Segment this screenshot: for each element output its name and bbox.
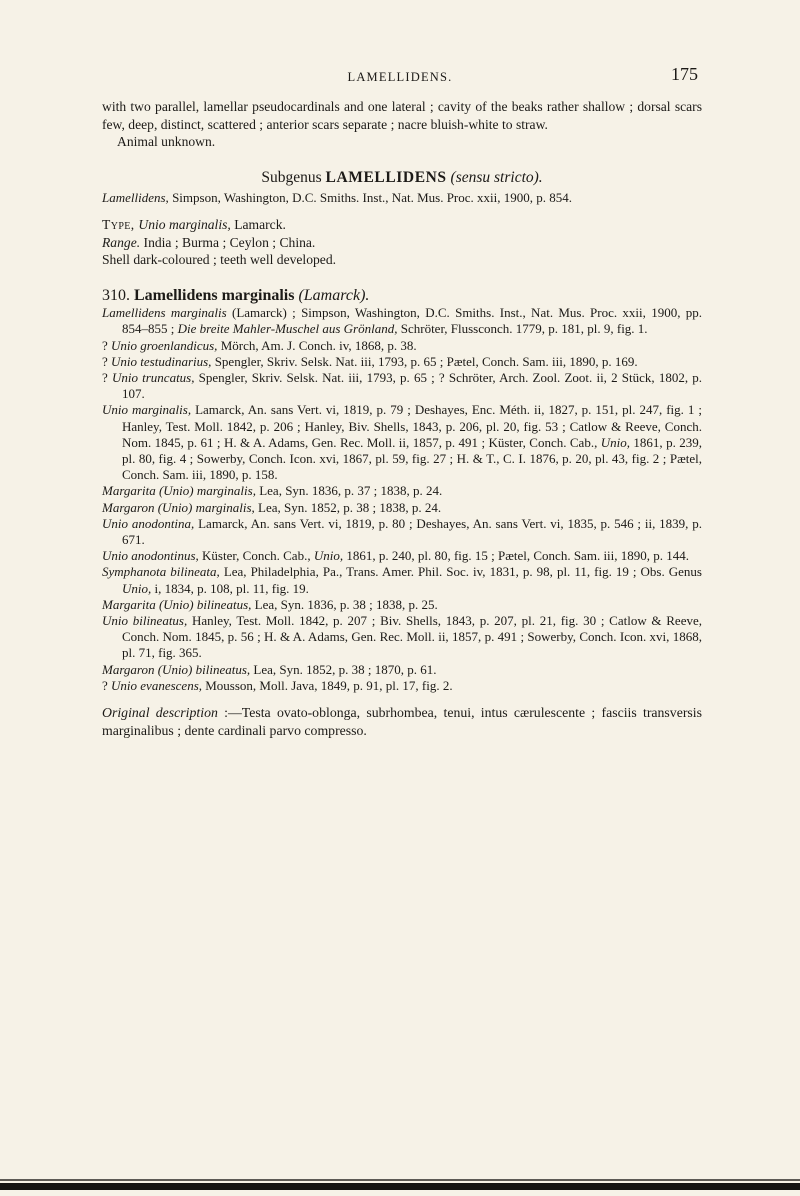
type-line <box>102 216 702 234</box>
synonym-citation: (Lamarck) ; Simpson, Washington, D.C. Smiths. Inst., Nat. Mus. Proc. xxii, 1900, pp. 854–855 ; <box>122 305 702 337</box>
bottom-rule-thin <box>0 1179 800 1181</box>
synonym-name: Unio truncatus, <box>111 370 195 386</box>
synonym-citation: Hanley, Test. Moll. 1842, p. 207 ; Biv. Shells, 1843, p. 207, pl. 21, fig. 30 ; Catlow & Reeve, Conch. Nom. 1845, p. 56 ; H. & A. Adams, Gen. Rec. Moll. ii, 1857, p. 491 ; Sowerby, Conch. Icon. xvi, 1868, pl. 71, fig. 365. <box>122 613 702 661</box>
synonym-name: Unio marginalis, <box>102 402 192 418</box>
synonymy-entry <box>102 500 702 516</box>
original-label: Original description <box>102 705 218 721</box>
synonym-citation: ? <box>102 337 112 353</box>
synonym-name: Unio evanescens, <box>111 677 202 693</box>
range-text: India ; Burma ; Ceylon ; China. <box>140 234 316 250</box>
synonymy-entry <box>102 516 702 548</box>
synonym-citation: ? <box>102 677 112 693</box>
synonymy-entry <box>102 662 702 678</box>
original-text: :—Testa ovato-oblonga, subrhombea, tenui, intus cærulescente ; fasciis transversis marginalibus ; dente cardinali parvo compresso. <box>102 705 702 738</box>
species-name: Lamellidens marginalis <box>134 286 295 304</box>
synonymy-entry <box>102 483 702 499</box>
bottom-rule <box>0 1183 800 1190</box>
page-number: 175 <box>671 64 698 84</box>
synonym-citation: Lea, Philadelphia, Pa., Trans. Amer. Phil. Soc. iv, 1831, p. 98, pl. 11, fig. 19 ; Obs. Genus <box>219 564 702 580</box>
synonymy-entry <box>102 402 702 483</box>
synonym-citation: Lea, Syn. 1852, p. 38 ; 1838, p. 24. <box>254 499 442 515</box>
species-author: (Lamarck). <box>298 286 370 304</box>
subgenus-reference <box>102 190 702 206</box>
synonym-name: Unio, <box>313 548 344 564</box>
type-name: Unio marginalis, <box>138 217 231 233</box>
synonymy-entry <box>102 305 702 337</box>
synonym-name: Unio, <box>600 434 630 450</box>
shell-note: Shell dark-coloured ; teeth well developed. <box>102 252 337 268</box>
synonym-citation: 1861, p. 239, pl. 80, fig. 4 ; Sowerby, Conch. Icon. xvi, 1867, pl. 59, fig. 27 ; H. & T., C. I. 1876, p. 20, pl. 43, fig. 2 ; Pætel, Conch. Sam. iii, 1890, p. 158. <box>122 434 703 483</box>
subgenus-heading <box>102 169 702 187</box>
synonym-citation: Lamarck, An. sans Vert. vi, 1819, p. 80 ; Deshayes, An. sans Vert. vi, 1835, p. 546 ; ii, 1839, p. 671. <box>122 515 702 548</box>
subgenus-ref-text: Simpson, Washington, D.C. Smiths. Inst., Nat. Mus. Proc. xxii, 1900, p. 854. <box>168 190 572 205</box>
synonym-name: Unio bilineatus, <box>102 613 188 629</box>
synonym-citation: Lamarck, An. sans Vert. vi, 1819, p. 79 ; Deshayes, Enc. Méth. ii, 1827, p. 151, pl. 247, fig. 1 ; Hanley, Test. Moll. 1842, p. 206 ; Hanley, Biv. Shells, 1843, p. 206, pl. 20, fig. 53 ; Catlow & Reeve, Conch. Nom. 1845, p. 61 ; H. & A. Adams, Gen. Rec. Moll. ii, 1857, p. 491 ; Küster, Conch. Cab., <box>122 402 702 450</box>
synonym-citation: Lea, Syn. 1836, p. 38 ; 1838, p. 25. <box>251 596 438 612</box>
synonym-name: Lamellidens marginalis <box>102 305 227 321</box>
synonym-citation: ? <box>102 370 112 386</box>
synonym-citation: Lea, Syn. 1836, p. 37 ; 1838, p. 24. <box>255 483 443 499</box>
species-number: 310. <box>102 286 130 304</box>
synonymy-list <box>102 305 703 694</box>
synonymy-entry <box>102 597 702 613</box>
running-header <box>0 64 800 86</box>
synonym-name: Margaron (Unio) marginalis, <box>102 499 255 515</box>
synonymy-entry <box>102 338 702 354</box>
intro-paragraph: with two parallel, lamellar pseudocardinals and one lateral ; cavity of the beaks rather shallow ; dorsal scars few, deep, distinct, scattered ; anterior scars separate ; nacre bluish-white to straw. <box>102 99 702 132</box>
subgenus-prefix: Subgenus <box>261 168 326 186</box>
synonym-citation: Spengler, Skriv. Selsk. Nat. iii, 1793, p. 65 ; ? Schröter, Arch. Zool. Zoot. ii, 2 Stück, 1802, p. 107. <box>122 370 702 402</box>
synonym-citation: i, 1834, p. 108, pl. 11, fig. 19. <box>151 580 309 596</box>
range-line <box>102 234 702 252</box>
subgenus-ref-name: Lamellidens, <box>102 190 169 205</box>
type-author: Lamarck. <box>230 217 286 233</box>
subgenus-qualifier: (sensu stricto). <box>450 168 543 186</box>
synonymy-entry <box>102 370 702 402</box>
synonym-name: Unio groenlandicus, <box>111 337 218 353</box>
synonym-citation: Mörch, Am. J. Conch. iv, 1868, p. 38. <box>217 337 417 353</box>
type-label: Type, <box>102 217 139 233</box>
synonym-name: Die breite Mahler-Muschel aus Grönland, <box>177 321 398 337</box>
synonym-citation: 1861, p. 240, pl. 80, fig. 15 ; Pætel, Conch. Sam. iii, 1890, p. 144. <box>343 548 690 564</box>
synonym-name: Unio testudinarius, <box>111 353 212 369</box>
synonym-name: Margaron (Unio) bilineatus, <box>102 661 251 677</box>
original-description <box>102 704 702 740</box>
synonym-name: Unio anodontinus, <box>102 548 199 564</box>
synonym-citation: ? <box>102 353 112 369</box>
animal-note: Animal unknown. <box>117 134 216 149</box>
synonym-citation: Lea, Syn. 1852, p. 38 ; 1870, p. 61. <box>250 661 437 677</box>
synonymy-entry <box>102 564 702 596</box>
synonymy-entry <box>102 354 702 370</box>
page-body <box>102 98 702 740</box>
synonym-citation: Schröter, Flussconch. 1779, p. 181, pl. 9, fig. 1. <box>397 321 648 337</box>
synonym-citation: Küster, Conch. Cab., <box>198 548 314 564</box>
synonym-citation: Spengler, Skriv. Selsk. Nat. iii, 1793, p. 65 ; Pætel, Conch. Sam. iii, 1890, p. 169. <box>211 353 638 369</box>
synonym-citation: Mousson, Moll. Java, 1849, p. 91, pl. 17, fig. 2. <box>202 677 453 693</box>
synonymy-entry <box>102 548 702 564</box>
subgenus-name: LAMELLIDENS <box>325 168 447 186</box>
species-heading <box>102 287 702 305</box>
running-title: LAMELLIDENS. <box>347 70 453 84</box>
synonymy-entry <box>102 613 702 662</box>
synonym-name: Margarita (Unio) bilineatus, <box>102 596 252 612</box>
range-label: Range. <box>102 234 141 250</box>
synonymy-entry <box>102 678 702 694</box>
synonym-name: Unio anodontina, <box>102 515 195 531</box>
synonym-name: Margarita (Unio) marginalis, <box>102 483 256 499</box>
synonym-name: Unio, <box>122 580 152 596</box>
synonym-name: Symphanota bilineata, <box>102 564 220 580</box>
